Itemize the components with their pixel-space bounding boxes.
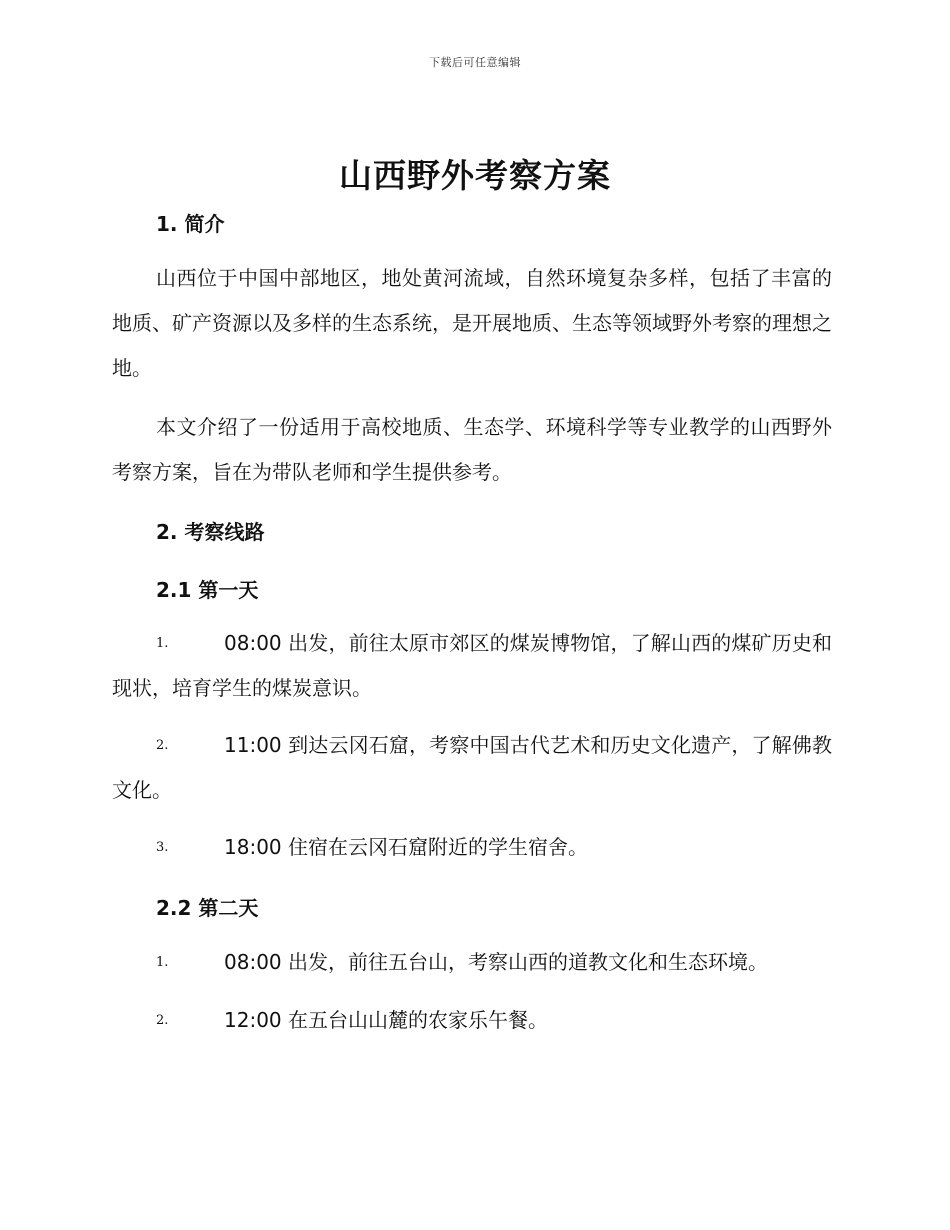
list-item-text: 12:00 在五台山山麓的农家乐午餐。 [224, 1008, 548, 1032]
list-item-text: 18:00 住宿在云冈石窟附近的学生宿舍。 [224, 835, 588, 859]
section-heading-route: 2. 考察线路 [156, 520, 265, 544]
section-heading-intro: 1. 简介 [156, 212, 225, 236]
list-item-text: 08:00 出发，前往太原市郊区的煤炭博物馆，了解山西的煤矿历史和现状，培育学生的煤炭意识。 [112, 631, 832, 700]
list-item-text: 11:00 到达云冈石窟，考察中国古代艺术和历史文化遗产，了解佛教文化。 [112, 733, 832, 802]
list-item-number: 1. [156, 955, 169, 970]
list-item [112, 825, 832, 870]
list-item [112, 940, 832, 985]
list-item-number: 1. [156, 636, 169, 651]
list-item-number: 3. [156, 840, 169, 855]
list-item-number: 2. [156, 738, 169, 753]
intro-paragraph-2: 本文介绍了一份适用于高校地质、生态学、环境科学等专业教学的山西野外考察方案，旨在为带队老师和学生提供参考。 [112, 415, 832, 484]
list-item [112, 621, 832, 711]
list-item-text: 08:00 出发，前往五台山，考察山西的道教文化和生态环境。 [224, 950, 768, 974]
list-item-number: 2. [156, 1013, 169, 1028]
intro-paragraph-1: 山西位于中国中部地区，地处黄河流域，自然环境复杂多样，包括了丰富的地质、矿产资源以及多样的生态系统，是开展地质、生态等领域野外考察的理想之地。 [112, 266, 832, 380]
list-item [112, 723, 832, 813]
subsection-heading-day2: 2.2 第二天 [156, 896, 259, 920]
list-item [112, 998, 832, 1043]
subsection-heading-day1: 2.1 第一天 [156, 578, 259, 602]
document-title: 山西野外考察方案 [339, 156, 611, 195]
header-note: 下载后可任意编辑 [429, 56, 521, 69]
